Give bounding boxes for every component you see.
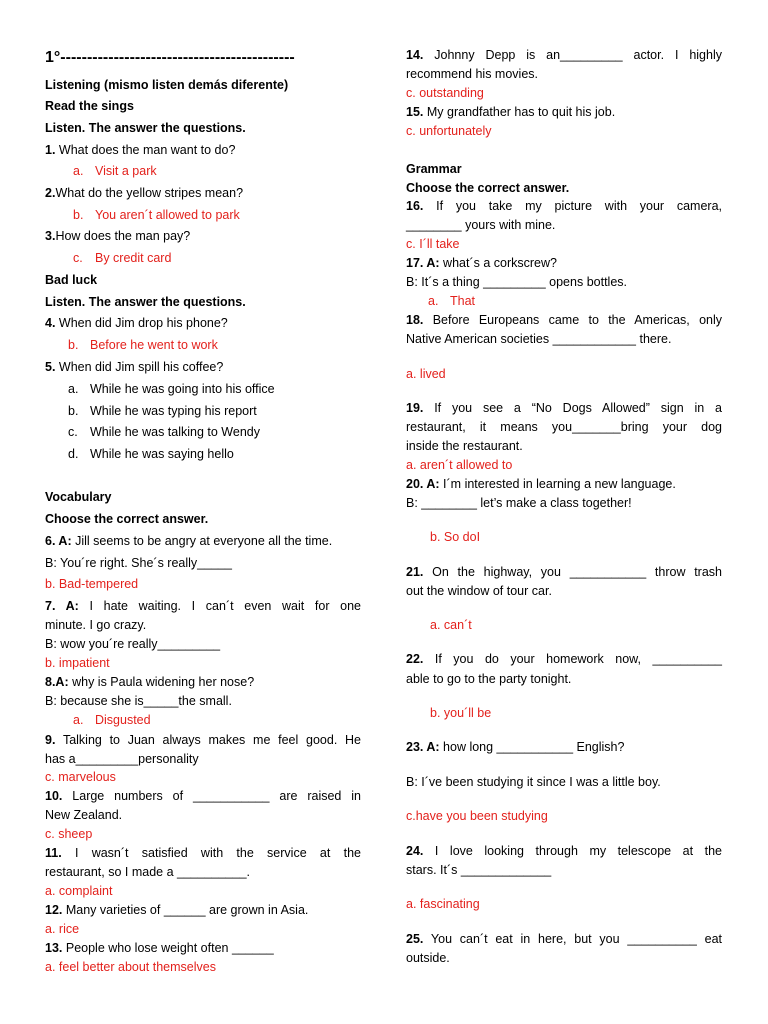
answer-text: feel better about themselves [58, 960, 216, 974]
question-number: 25. [406, 932, 424, 946]
question-number: 16. [406, 199, 424, 213]
question-number: 18. [406, 313, 424, 327]
question-text: What do the yellow stripes mean? [55, 186, 244, 200]
answer-23 [406, 807, 722, 826]
question-21 [406, 563, 722, 582]
question-text: How does the man pay? [55, 229, 191, 243]
listening-title: Listening (mismo listen demás diferente) [45, 78, 289, 92]
question-text: Talking to Juan always makes me feel good. He [55, 733, 361, 747]
answer-letter: a. [73, 713, 84, 727]
question-8 [45, 673, 361, 692]
answer-text: you´ll be [443, 706, 492, 720]
bad-luck-instruction: Listen. The answer the questions. [45, 295, 246, 309]
answer-text: fascinating [419, 897, 480, 911]
question-9 [45, 731, 361, 750]
question-9-line: has a_________personality [45, 752, 199, 766]
answer-11 [45, 882, 361, 901]
answer-text: So doI [443, 530, 481, 544]
question-18 [406, 311, 722, 330]
answer-6 [45, 575, 361, 594]
question-text: When did Jim drop his phone? [55, 316, 228, 330]
answer-text: rice [58, 922, 80, 936]
question-10-line: New Zealand. [45, 808, 123, 822]
answer-text: marvelous [58, 770, 116, 784]
question-number: 11. [45, 846, 62, 860]
question-number: 1. [45, 143, 56, 157]
question-3 [45, 227, 361, 246]
option-text: While he was saying hello [90, 447, 234, 461]
question-7 [45, 597, 361, 616]
answer-4 [68, 336, 218, 355]
question-25-line: outside. [406, 951, 450, 965]
question-text: What does the man want to do? [55, 143, 236, 157]
question-number: 8.A: [45, 675, 69, 689]
listening-instruction: Listen. The answer the questions. [45, 121, 246, 135]
question-text: Johnny Depp is an_________ actor. I highly [423, 48, 722, 62]
option-text: While he was going into his office [90, 382, 275, 396]
question-12 [45, 901, 361, 920]
question-10 [45, 787, 361, 806]
answer-text: That [450, 294, 476, 308]
answer-text: By credit card [95, 251, 172, 265]
question-23-line: B: I´ve been studying it since I was a little boy. [406, 775, 661, 789]
grammar-instruction: Choose the correct answer. [406, 181, 570, 195]
question-number: 9. [45, 733, 56, 747]
answer-letter: a. [73, 164, 84, 178]
answer-letter: b. [430, 706, 441, 720]
question-text: why is Paula widening her nose? [68, 675, 255, 689]
question-number: 15. [406, 105, 424, 119]
option-letter: a. [68, 382, 79, 396]
answer-letter: c. [406, 237, 416, 251]
answer-9 [45, 768, 361, 787]
answer-14 [406, 84, 722, 103]
vocabulary-title: Vocabulary [45, 490, 112, 504]
grammar-title: Grammar [406, 162, 462, 176]
answer-text: aren´t allowed to [419, 458, 513, 472]
question-text: You can´t eat in here, but you __________ eat [423, 932, 722, 946]
answer-letter: c. [406, 86, 416, 100]
question-text: When did Jim spill his coffee? [55, 360, 224, 374]
question-number: 2. [45, 186, 56, 200]
answer-text: I´ll take [419, 237, 460, 251]
question-11 [45, 844, 361, 863]
question-number: 5. [45, 360, 56, 374]
answer-13 [45, 958, 361, 977]
question-number: 19. [406, 401, 424, 415]
answer-19 [406, 456, 722, 475]
question-number: 24. [406, 844, 424, 858]
answer-text: You aren´t allowed to park [95, 208, 240, 222]
answer-text: complaint [58, 884, 113, 898]
question-17 [406, 254, 722, 273]
question-number: 23. A: [406, 740, 440, 754]
question-1 [45, 141, 361, 160]
question-text: I wasn´t satisfied with the service at the [61, 846, 361, 860]
answer-16 [406, 235, 722, 254]
answer-8 [73, 711, 151, 730]
answer-text: Disgusted [95, 713, 151, 727]
vocabulary-instruction: Choose the correct answer. [45, 512, 209, 526]
page-heading: 1°-------------------------------------------- [45, 49, 295, 66]
question-14 [406, 46, 722, 65]
question-17-line: B: It´s a thing _________ opens bottles. [406, 275, 627, 289]
question-6-line: B: You´re right. She´s really_____ [45, 556, 232, 570]
answer-letter: b. [45, 577, 56, 591]
option-letter: b. [68, 404, 79, 418]
question-16 [406, 197, 722, 216]
bad-luck-title: Bad luck [45, 273, 98, 287]
question-23 [406, 738, 722, 757]
answer-letter: c. [45, 770, 55, 784]
question-text: Large numbers of ___________ are raised in [62, 789, 361, 803]
answer-letter: a. [406, 458, 417, 472]
option-5b [68, 402, 257, 421]
answer-letter: a. [45, 922, 56, 936]
question-number: 4. [45, 316, 56, 330]
answer-21 [430, 616, 472, 635]
answer-18 [406, 365, 722, 384]
answer-2 [73, 206, 240, 225]
answer-1 [73, 162, 157, 181]
question-text: what´s a corkscrew? [439, 256, 557, 270]
answer-7 [45, 654, 361, 673]
question-number: 14. [406, 48, 424, 62]
question-19 [406, 399, 722, 418]
option-letter: c. [68, 425, 78, 439]
question-13 [45, 939, 361, 958]
question-7-line: minute. I go crazy. [45, 618, 147, 632]
question-16-line: ________ yours with mine. [406, 218, 556, 232]
question-22 [406, 650, 722, 669]
answer-15 [406, 122, 722, 141]
answer-24 [406, 895, 722, 914]
answer-letter: c. [406, 124, 416, 138]
question-22-line: able to go to the party tonight. [406, 672, 572, 686]
question-14-line: recommend his movies. [406, 67, 538, 81]
answer-12 [45, 920, 361, 939]
question-5 [45, 358, 361, 377]
answer-text: sheep [58, 827, 93, 841]
option-5d [68, 445, 234, 464]
question-18-line: Native American societies ____________ there. [406, 332, 672, 346]
answer-20 [430, 528, 480, 547]
question-11-line: restaurant, so I made a __________. [45, 865, 251, 879]
question-text: On the highway, you ___________ throw trash [423, 565, 722, 579]
answer-text: outstanding [419, 86, 484, 100]
answer-text: have you been studying [415, 809, 548, 823]
answer-letter: a. [430, 618, 441, 632]
question-24 [406, 842, 722, 861]
question-number: 13. [45, 941, 63, 955]
option-5c [68, 423, 260, 442]
question-number: 17. A: [406, 256, 440, 270]
question-7-line: B: wow you´re really_________ [45, 637, 221, 651]
option-5a [68, 380, 275, 399]
answer-letter: b. [430, 530, 441, 544]
question-text: I love looking through my telescope at the [423, 844, 722, 858]
answer-letter: a. [45, 884, 56, 898]
question-text: I hate waiting. I can´t even wait for one [78, 599, 362, 613]
question-6 [45, 532, 361, 551]
answer-letter: c. [45, 827, 55, 841]
question-text: If you see a “No Dogs Allowed” sign in a [423, 401, 722, 415]
answer-letter: b. [45, 656, 56, 670]
question-number: 12. [45, 903, 63, 917]
answer-text: impatient [58, 656, 110, 670]
answer-text: can´t [443, 618, 472, 632]
question-15 [406, 103, 722, 122]
question-text: Jill seems to be angry at everyone all the time. [71, 534, 333, 548]
answer-10 [45, 825, 361, 844]
question-number: 7. A: [45, 599, 79, 613]
answer-letter: b. [68, 338, 79, 352]
question-text: Many varieties of ______ are grown in Asia. [62, 903, 309, 917]
question-text: If you do your homework now, __________ [423, 652, 722, 666]
answer-letter: a. [428, 294, 439, 308]
answer-letter: c. [73, 251, 83, 265]
option-text: While he was typing his report [90, 404, 257, 418]
option-letter: d. [68, 447, 79, 461]
answer-letter: a. [406, 367, 417, 381]
question-24-line: stars. It´s _____________ [406, 863, 552, 877]
answer-text: Before he went to work [90, 338, 218, 352]
question-text: I´m interested in learning a new language. [439, 477, 676, 491]
listening-subtitle: Read the sings [45, 99, 134, 113]
question-number: 22. [406, 652, 424, 666]
question-8-line: B: because she is_____the small. [45, 694, 232, 708]
question-number: 6. A: [45, 534, 72, 548]
question-text: how long ___________ English? [439, 740, 625, 754]
question-20-line: B: ________ let’s make a class together! [406, 496, 632, 510]
answer-22 [430, 704, 491, 723]
answer-text: Bad-tempered [58, 577, 139, 591]
answer-letter: c. [406, 809, 416, 823]
question-text: My grandfather has to quit his job. [423, 105, 616, 119]
question-text: Before Europeans came to the Americas, only [423, 313, 722, 327]
question-19-line: restaurant, it means you_______bring your dog [406, 420, 722, 434]
question-text: People who lose weight often ______ [62, 941, 274, 955]
answer-text: lived [419, 367, 446, 381]
answer-text: Visit a park [95, 164, 157, 178]
question-20 [406, 475, 722, 494]
answer-letter: b. [73, 208, 84, 222]
answer-17 [428, 292, 475, 311]
option-text: While he was talking to Wendy [90, 425, 260, 439]
question-number: 3. [45, 229, 56, 243]
question-text: If you take my picture with your camera, [423, 199, 722, 213]
question-25 [406, 930, 722, 949]
question-4 [45, 314, 361, 333]
question-2 [45, 184, 361, 203]
answer-letter: a. [45, 960, 56, 974]
answer-text: unfortunately [419, 124, 492, 138]
question-number: 20. A: [406, 477, 440, 491]
question-21-line: out the window of tour car. [406, 584, 552, 598]
answer-3 [73, 249, 171, 268]
answer-letter: a. [406, 897, 417, 911]
question-number: 10. [45, 789, 63, 803]
question-number: 21. [406, 565, 424, 579]
question-19-line: inside the restaurant. [406, 439, 523, 453]
